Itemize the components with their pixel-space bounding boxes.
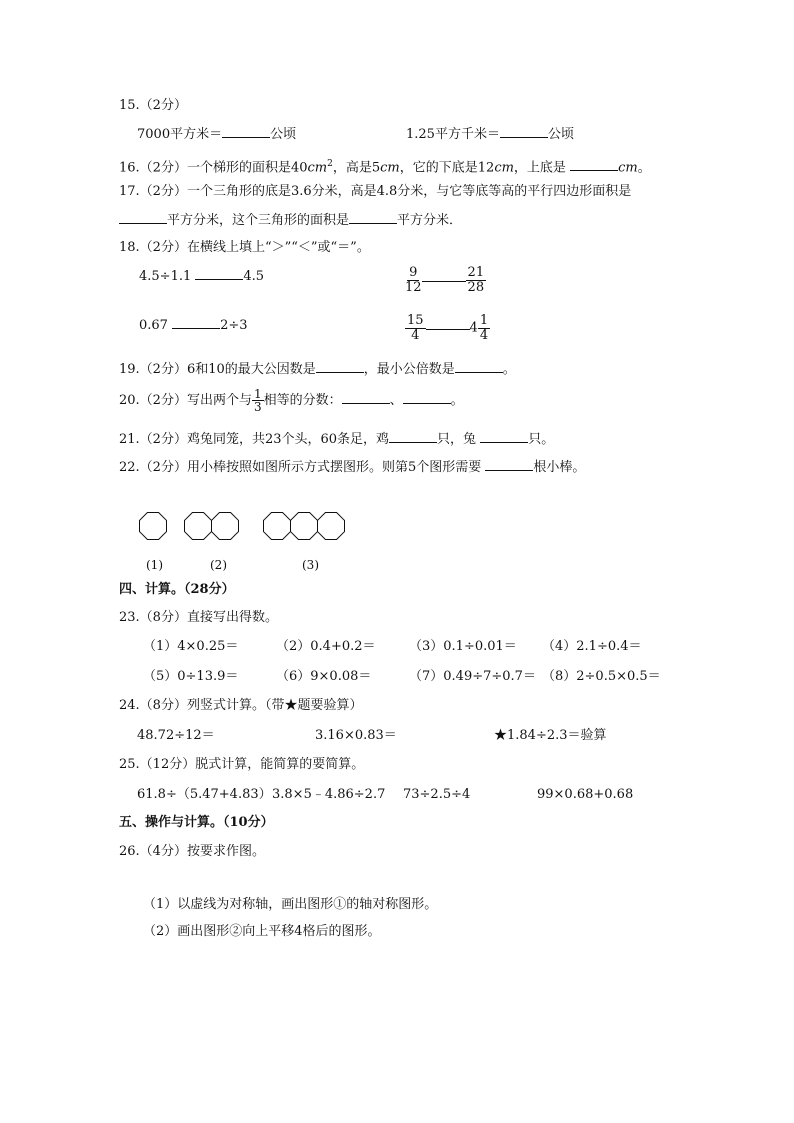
answer-blank[interactable] [422, 280, 466, 282]
q22-text: 根小棒。 [533, 460, 586, 475]
q23-item: （4）2.1÷0.4＝ [542, 639, 642, 654]
q26-subtask-2: （2）画出图形②向上平移4格后的图形。 [143, 924, 381, 939]
q26-subtask-1: （1）以虚线为对称轴，画出图形①的轴对称图形。 [143, 897, 438, 912]
q23-item: （7）0.49÷7÷0.7＝ [409, 669, 536, 684]
q16-value: 40 [290, 160, 308, 176]
numerator: 15 [407, 313, 424, 328]
q17-line2 [119, 211, 462, 230]
q20 [119, 386, 464, 416]
numerator: 1 [253, 387, 262, 401]
q18-expr: 4.5 [243, 269, 265, 284]
octagon-2-2 [212, 513, 239, 540]
q23-item: （8）2÷0.5×0.5＝ [542, 669, 661, 684]
q25-item: 3.8×5﹣4.86÷2.7 [272, 787, 386, 802]
octagon-stick-figures [130, 505, 370, 553]
q24-heading: 24.（8分）列竖式计算。（带★题要验算） [119, 698, 363, 713]
q19-text: 19.（2分）6和10的最大公因数是 [119, 362, 316, 377]
q19-text: ，最小公倍数是 [363, 362, 455, 377]
answer-blank[interactable] [403, 391, 451, 404]
octagon-3-2 [291, 513, 318, 540]
fraction [466, 266, 487, 295]
answer-blank[interactable] [349, 211, 397, 224]
q24-item: ★1.84÷2.3＝验算 [494, 728, 607, 743]
numerator: 21 [467, 265, 485, 280]
q22 [119, 458, 585, 477]
figure-label-2: (2) [210, 558, 227, 572]
fraction [252, 388, 264, 413]
q21-text: 21.（2分）鸡兔同笼，共23个头，60条足，鸡 [119, 432, 390, 447]
q18-item-a [139, 267, 264, 286]
unit-cm: cm [307, 160, 328, 176]
q23-heading: 23.（8分）直接写出得数。 [119, 610, 278, 625]
q23-item: （6）9×0.08＝ [276, 669, 372, 684]
q23-item: （5）0÷13.9＝ [143, 669, 239, 684]
q15-b-text: 1.25平方千米＝ [406, 127, 500, 142]
q18-item-b [405, 266, 486, 295]
q17-text: 平方分米． [397, 213, 463, 228]
section-5-heading: 五、操作与计算。（10分） [119, 815, 274, 830]
q25-item: 99×0.68+0.68 [537, 787, 634, 802]
q20-text: 20.（2分）写出两个与 [119, 393, 252, 408]
q16-value: 12 [477, 160, 495, 176]
q15-b-unit: 公顷 [547, 127, 574, 142]
q24-item: 48.72÷12＝ [137, 728, 215, 743]
q18-heading: 18.（2分）在横线上填上“＞”“＜”或“＝”。 [119, 240, 370, 255]
q16-text: ，上底是 [513, 160, 566, 176]
q20-text: 相等的分数： [263, 393, 342, 408]
q26-heading: 26.（4分）按要求作图。 [119, 844, 265, 859]
octagon-1-1 [140, 513, 167, 540]
q16-value: 5 [371, 160, 381, 176]
q18-item-c [139, 316, 248, 335]
q25-item: 61.8÷（5.47+4.83） [137, 787, 272, 802]
answer-blank[interactable] [455, 360, 503, 373]
separator: 、 [389, 393, 403, 408]
q21-text: 只。 [528, 432, 555, 447]
figure-label-1: (1) [146, 558, 163, 572]
q23-item: （1）4×0.25＝ [143, 639, 239, 654]
denominator: 4 [411, 328, 420, 343]
q19-text: 。 [502, 362, 516, 377]
denominator: 4 [479, 328, 489, 343]
q15-part-b [406, 125, 574, 144]
answer-blank[interactable] [426, 328, 470, 330]
figure-label-3: (3) [302, 558, 319, 572]
q21 [119, 430, 554, 449]
q15-heading: 15.（2分） [119, 98, 187, 113]
answer-blank[interactable] [500, 125, 548, 138]
denominator: 12 [405, 280, 422, 295]
q15-a-text: 7000平方米＝ [137, 127, 223, 142]
section-4-heading: 四、计算。（28分） [119, 582, 235, 597]
q23-item: （3）0.1÷0.01＝ [409, 639, 517, 654]
answer-blank[interactable] [195, 267, 243, 280]
q16-text: 。 [637, 160, 651, 176]
q16-text: ，高是 [332, 160, 372, 176]
whole-number: 4 [469, 320, 478, 336]
q15-part-a [137, 125, 296, 144]
octagon-3-3 [318, 513, 345, 540]
answer-blank[interactable] [222, 125, 270, 138]
q24-item: 3.16×0.83＝ [315, 728, 397, 743]
answer-blank[interactable] [172, 316, 220, 329]
unit-cm: cm [380, 160, 400, 176]
octagon-3-1 [264, 513, 291, 540]
q15-a-unit: 公顷 [270, 127, 297, 142]
q22-text: 22.（2分）用小棒按照如图所示方式摆图形。则第5个图形需要 [119, 460, 482, 475]
q16-text: 16.（2分）一个梯形的面积是 [119, 160, 291, 176]
q17-line1: 17.（2分）一个三角形的底是3.6分米，高是4.8分米，与它等底等高的平行四边形面积是 [119, 184, 632, 199]
q20-text: 。 [450, 393, 464, 408]
denominator: 28 [467, 280, 485, 295]
octagon-2-1 [185, 513, 212, 540]
q25-heading: 25.（12分）脱式计算，能简算的要简算。 [119, 757, 365, 772]
fraction [405, 314, 426, 343]
fraction [405, 266, 422, 295]
numerator: 1 [479, 313, 489, 328]
q23-item: （2）0.4+0.2＝ [276, 639, 376, 654]
q16 [119, 155, 651, 177]
q16-text: ，它的下底是 [399, 160, 478, 176]
answer-blank[interactable] [389, 430, 437, 443]
q18-expr: 2÷3 [220, 318, 248, 333]
q19 [119, 360, 516, 379]
fraction [478, 314, 490, 343]
answer-blank[interactable] [485, 458, 533, 471]
q18-expr: 0.67 [139, 318, 168, 333]
unit-cm: cm [618, 160, 638, 176]
answer-blank[interactable] [570, 158, 618, 171]
q17-text: 平方分米，这个三角形的面积是 [167, 213, 350, 228]
q25-item: 73÷2.5÷4 [403, 787, 471, 802]
numerator: 9 [409, 265, 418, 280]
q21-text: 只，兔 [437, 432, 477, 447]
denominator: 3 [253, 400, 262, 414]
q18-item-d [405, 314, 490, 343]
answer-blank[interactable] [119, 211, 167, 224]
answer-blank[interactable] [316, 360, 364, 373]
answer-blank[interactable] [342, 391, 390, 404]
unit-exponent: 2 [327, 159, 333, 169]
answer-blank[interactable] [480, 430, 528, 443]
q18-expr: 4.5÷1.1 [139, 269, 192, 284]
unit-cm: cm [494, 160, 514, 176]
